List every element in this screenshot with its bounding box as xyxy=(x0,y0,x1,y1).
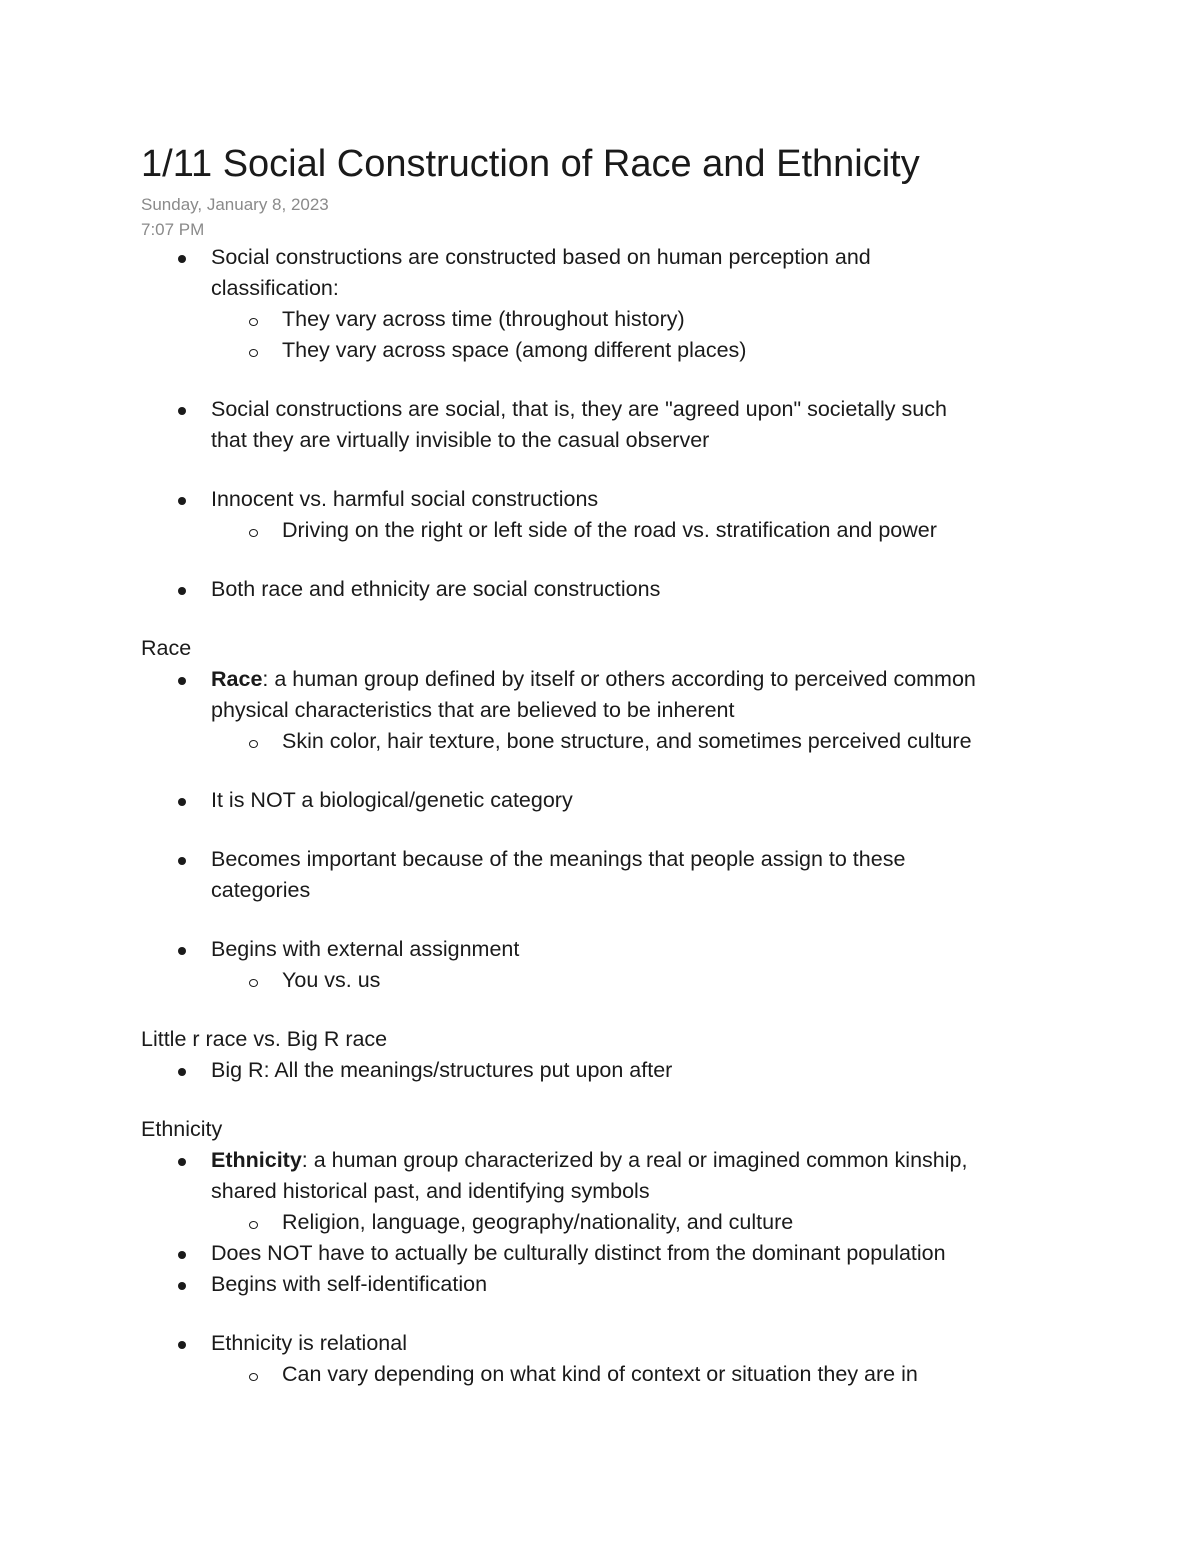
note-time: 7:07 PM xyxy=(141,220,205,239)
list-item-text: physical characteristics that are believed to be inherent xyxy=(211,698,735,722)
bullet-icon xyxy=(178,947,186,955)
hollow-bullet-icon xyxy=(249,529,258,537)
bullet-icon xyxy=(178,1282,186,1290)
bullet-icon xyxy=(178,1341,186,1349)
list-item xyxy=(141,484,1101,515)
list-item-continuation xyxy=(141,425,1101,456)
sub-list-item xyxy=(141,1207,1101,1238)
sub-list-item-text: Religion, language, geography/nationality, and culture xyxy=(282,1210,794,1234)
section-heading-race: Race xyxy=(141,636,192,660)
bullet-icon xyxy=(178,497,186,505)
list-item-text: Social constructions are social, that is, they are "agreed upon" societally such xyxy=(211,397,947,421)
list-item-text: classification: xyxy=(211,276,339,300)
section-heading-ethnicity: Ethnicity xyxy=(141,1117,223,1141)
note-date: Sunday, January 8, 2023 xyxy=(141,195,329,214)
list-item-text: Both race and ethnicity are social constructions xyxy=(211,577,661,601)
list-item xyxy=(141,1145,1101,1176)
sub-list-item-text: You vs. us xyxy=(282,968,381,992)
list-item-text: categories xyxy=(211,878,311,902)
sub-list-item-text: They vary across space (among different places) xyxy=(282,338,747,362)
section-heading-little-big: Little r race vs. Big R race xyxy=(141,1027,388,1051)
hollow-bullet-icon xyxy=(249,979,258,987)
bullet-icon xyxy=(178,1068,186,1076)
hollow-bullet-icon xyxy=(249,740,258,748)
list-item xyxy=(141,664,1101,695)
list-item-text: Becomes important because of the meanings that people assign to these xyxy=(211,847,906,871)
list-item-text: Begins with self-identification xyxy=(211,1272,488,1296)
list-item-text: : a human group characterized by a real or imagined common kinship, xyxy=(301,1148,968,1172)
note-page xyxy=(141,138,1101,1390)
list-item-text: It is NOT a biological/genetic category xyxy=(211,788,573,812)
bullet-icon xyxy=(178,407,186,415)
bullet-icon xyxy=(178,587,186,595)
bullet-icon xyxy=(178,798,186,806)
list-item-text: Social constructions are constructed based on human perception and xyxy=(211,245,871,269)
list-item-continuation xyxy=(141,695,1101,726)
term-race: Race xyxy=(211,667,263,691)
list-item-text: Ethnicity is relational xyxy=(211,1331,407,1355)
list-item-text: shared historical past, and identifying symbols xyxy=(211,1179,650,1203)
bullet-icon xyxy=(178,1158,186,1166)
list-item xyxy=(141,242,1101,273)
list-item-continuation xyxy=(141,1176,1101,1207)
list-item xyxy=(141,785,1101,816)
bullet-icon xyxy=(178,255,186,263)
list-item xyxy=(141,1238,1101,1269)
list-item-continuation xyxy=(141,273,1101,304)
list-item xyxy=(141,1328,1101,1359)
list-item xyxy=(141,844,1101,875)
bullet-icon xyxy=(178,1251,186,1259)
list-item-text: Begins with external assignment xyxy=(211,937,520,961)
sub-list-item-text: They vary across time (throughout history) xyxy=(282,307,685,331)
sub-list-item xyxy=(141,515,1101,546)
list-item xyxy=(141,934,1101,965)
sub-list-item-text: Skin color, hair texture, bone structure, and sometimes perceived culture xyxy=(282,729,972,753)
list-item-text: Does NOT have to actually be culturally distinct from the dominant population xyxy=(211,1241,946,1265)
sub-list-item xyxy=(141,304,1101,335)
list-item-continuation xyxy=(141,875,1101,906)
bullet-icon xyxy=(178,857,186,865)
hollow-bullet-icon xyxy=(249,349,258,357)
hollow-bullet-icon xyxy=(249,1373,258,1381)
term-ethnicity: Ethnicity xyxy=(211,1148,302,1172)
list-item-text: : a human group defined by itself or others according to perceived common xyxy=(262,667,976,691)
hollow-bullet-icon xyxy=(249,1221,258,1229)
list-item-text: Big R: All the meanings/structures put upon after xyxy=(211,1058,673,1082)
sub-list-item xyxy=(141,1359,1101,1390)
sub-list-item xyxy=(141,335,1101,366)
sub-list-item-text: Can vary depending on what kind of context or situation they are in xyxy=(282,1362,918,1386)
sub-list-item xyxy=(141,726,1101,757)
page-title: 1/11 Social Construction of Race and Ethnicity xyxy=(141,143,920,185)
list-item-text: that they are virtually invisible to the casual observer xyxy=(211,428,710,452)
list-item xyxy=(141,1055,1101,1086)
sub-list-item-text: Driving on the right or left side of the road vs. stratification and power xyxy=(282,518,937,542)
list-item xyxy=(141,574,1101,605)
bullet-icon xyxy=(178,677,186,685)
hollow-bullet-icon xyxy=(249,318,258,326)
list-item xyxy=(141,1269,1101,1300)
list-item-text: Innocent vs. harmful social constructions xyxy=(211,487,599,511)
sub-list-item xyxy=(141,965,1101,996)
list-item xyxy=(141,394,1101,425)
